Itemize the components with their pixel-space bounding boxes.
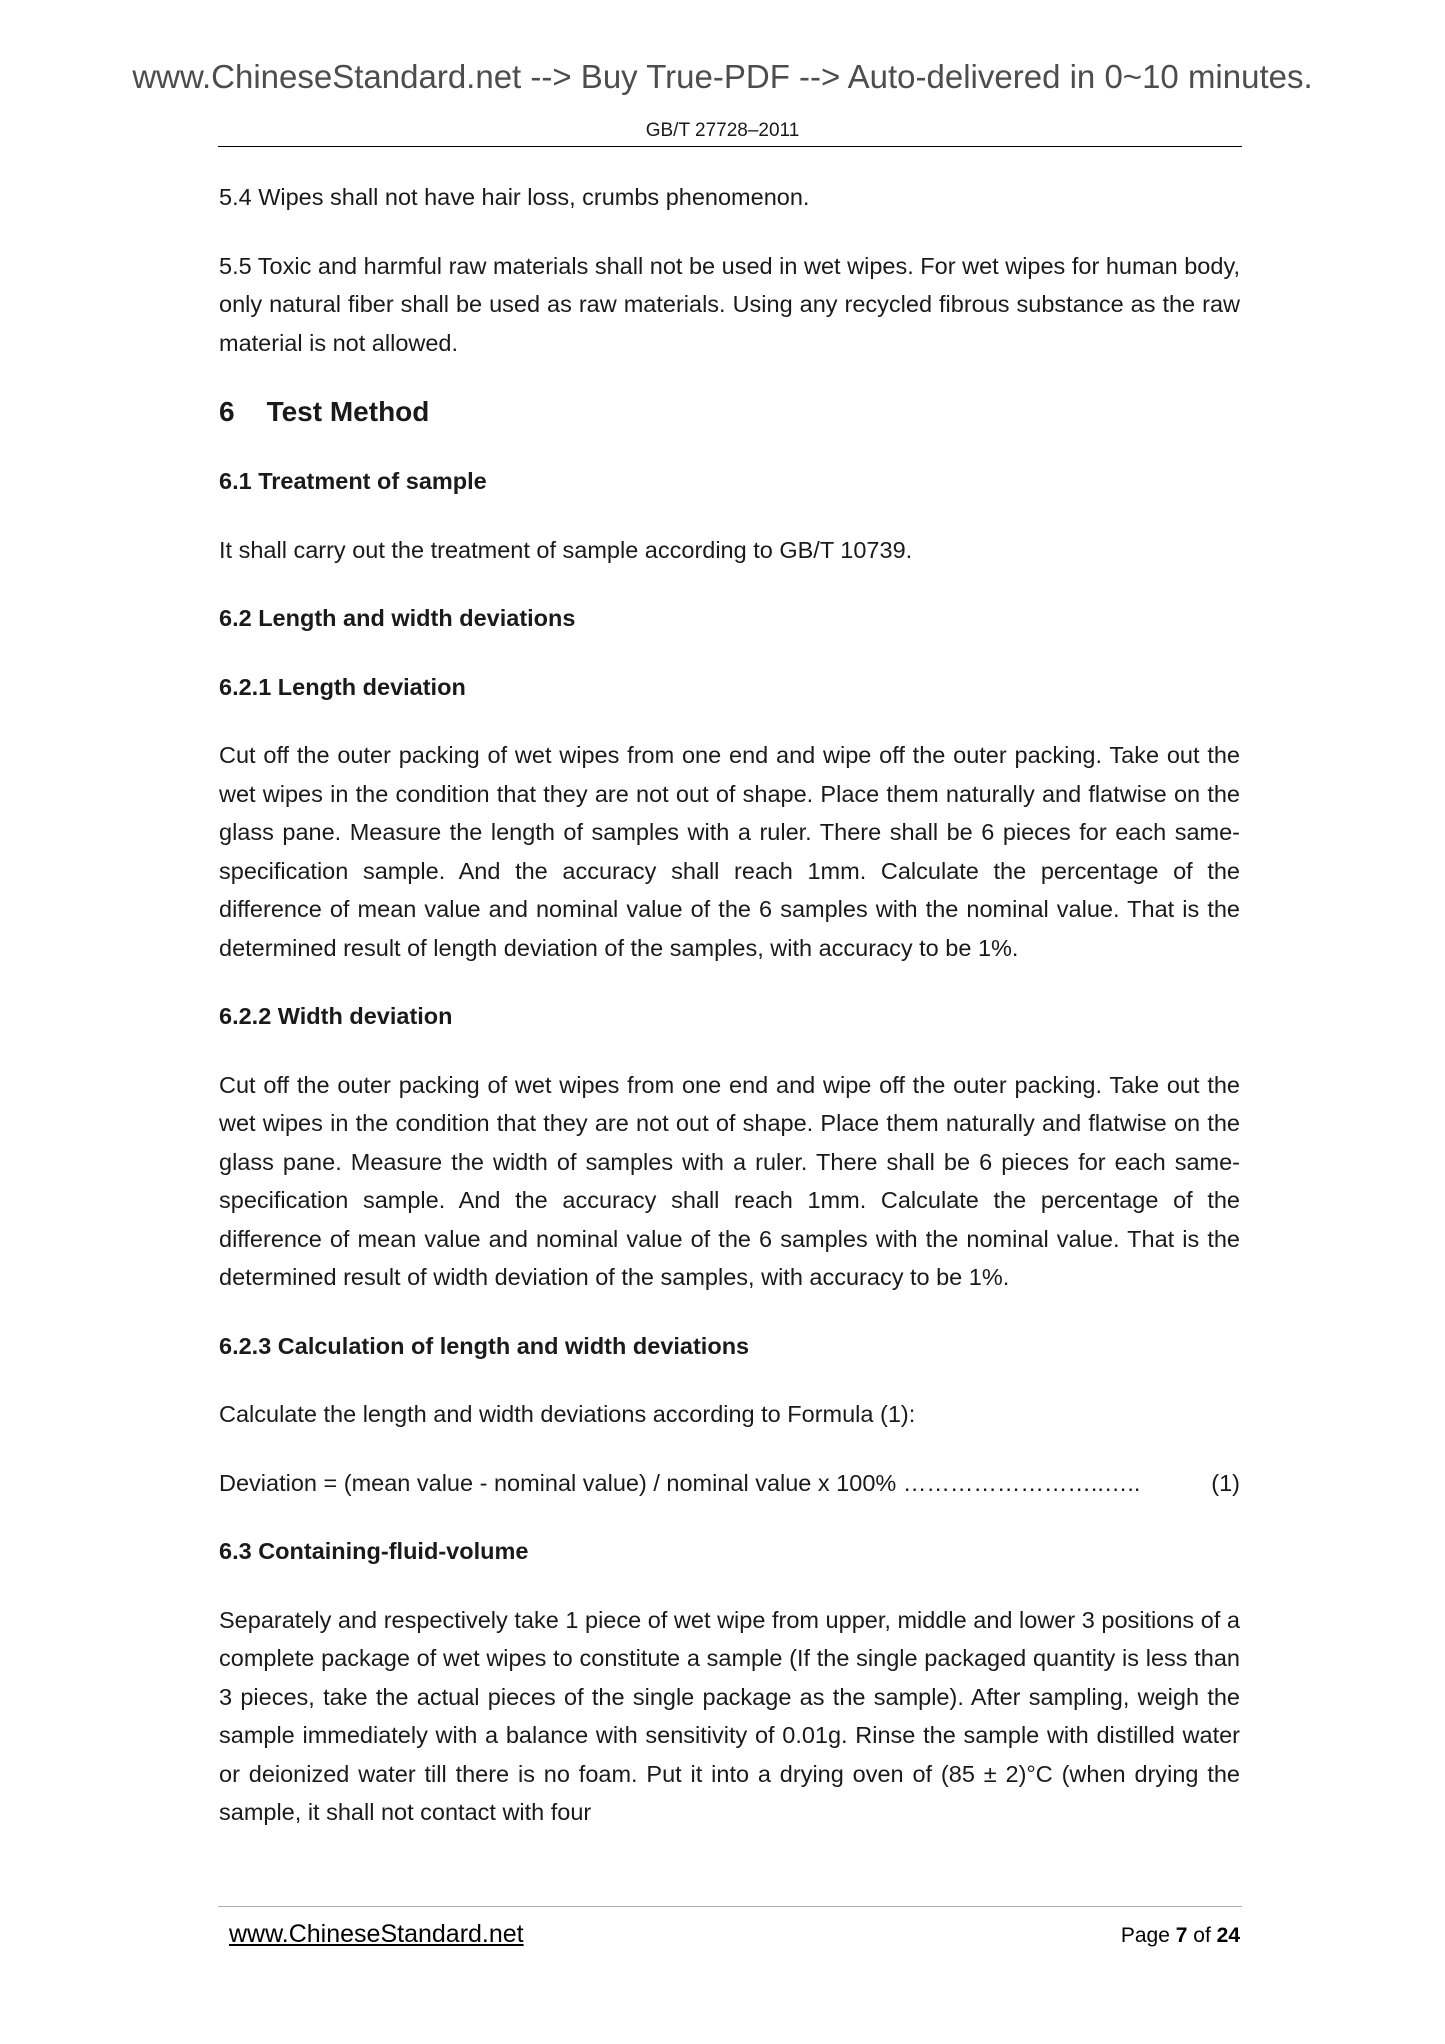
page-content	[219, 178, 1240, 1862]
paragraph-6-3: Separately and respectively take 1 piece of wet wipe from upper, middle and lower 3 positions of a complete package of wet wipes to constitute a sample (If the single packaged quantity is less than 3 pieces, take the actual pieces of the single package as the sample). After sampling, weigh the sample immediately with a balance with sensitivity of 0.01g. Rinse the sample with distilled water or deionized water till there is no foam. Put it into a drying oven of (85 ± 2)°C (when drying the sample, it shall not contact with four	[219, 1606, 1240, 1825]
footer-site-link[interactable]: www.ChineseStandard.net	[229, 1920, 524, 1948]
heading-6-2-2: 6.2.2 Width deviation	[219, 1003, 453, 1029]
section-6-title: Test Method	[266, 396, 430, 427]
paragraph-6-2-3: Calculate the length and width deviations according to Formula (1):	[219, 1401, 916, 1427]
page-current: 7	[1175, 1924, 1188, 1947]
section-6-number: 6	[219, 396, 235, 427]
paragraph-5-4: 5.4 Wipes shall not have hair loss, crumbs phenomenon.	[219, 184, 810, 210]
top-banner: www.ChineseStandard.net --> Buy True-PDF --> Auto-delivered in 0~10 minutes.	[132, 58, 1313, 95]
heading-6-2-1: 6.2.1 Length deviation	[219, 673, 466, 700]
heading-6-2: 6.2 Length and width deviations	[219, 605, 576, 631]
paragraph-5-5: 5.5 Toxic and harmful raw materials shall not be used in wet wipes. For wet wipes for human body, only natural fiber shall be used as raw materials. Using any recycled fibrous substance as the raw material is not allowed.	[219, 252, 1240, 356]
page-total: 24	[1216, 1924, 1240, 1947]
heading-6-3: 6.3 Containing-fluid-volume	[219, 1538, 529, 1564]
page-label: Page	[1120, 1924, 1170, 1947]
paragraph-6-2-1: Cut off the outer packing of wet wipes from one end and wipe off the outer packing. Take out the wet wipes in the condition that they are not out of shape. Place them naturally and flatwise on the glass pane. Measure the length of samples with a ruler. There shall be 6 pieces for each same-specification sample. And the accuracy shall reach 1mm. Calculate the percentage of the difference of mean value and nominal value of the 6 samples with the nominal value. That is the determined result of length deviation of the samples, with accuracy to be 1%.	[219, 742, 1240, 961]
heading-6-2-3: 6.2.3 Calculation of length and width deviations	[219, 1332, 750, 1359]
standard-number: GB/T 27728–2011	[645, 120, 800, 141]
formula-1	[219, 1464, 1240, 1503]
header-rule	[218, 146, 1242, 147]
formula-number: (1)	[1211, 1469, 1240, 1496]
footer-rule	[218, 1906, 1242, 1907]
section-6-heading	[219, 392, 1240, 432]
page-indicator	[1121, 1924, 1240, 1948]
paragraph-6-2-2: Cut off the outer packing of wet wipes from one end and wipe off the outer packing. Take out the wet wipes in the condition that they are not out of shape. Place them naturally and flatwise on the glass pane. Measure the width of samples with a ruler. There shall be 6 pieces for each same-specification sample. And the accuracy shall reach 1mm. Calculate the percentage of the difference of mean value and nominal value of the 6 samples with the nominal value. That is the determined result of width deviation of the samples, with accuracy to be 1%.	[219, 1071, 1240, 1290]
heading-6-1: 6.1 Treatment of sample	[219, 468, 487, 494]
page-of: of	[1193, 1924, 1211, 1947]
formula-text: Deviation = (mean value - nominal value) / nominal value x 100% ……………………..…..	[219, 1469, 1141, 1496]
paragraph-6-1: It shall carry out the treatment of sample according to GB/T 10739.	[219, 536, 913, 563]
